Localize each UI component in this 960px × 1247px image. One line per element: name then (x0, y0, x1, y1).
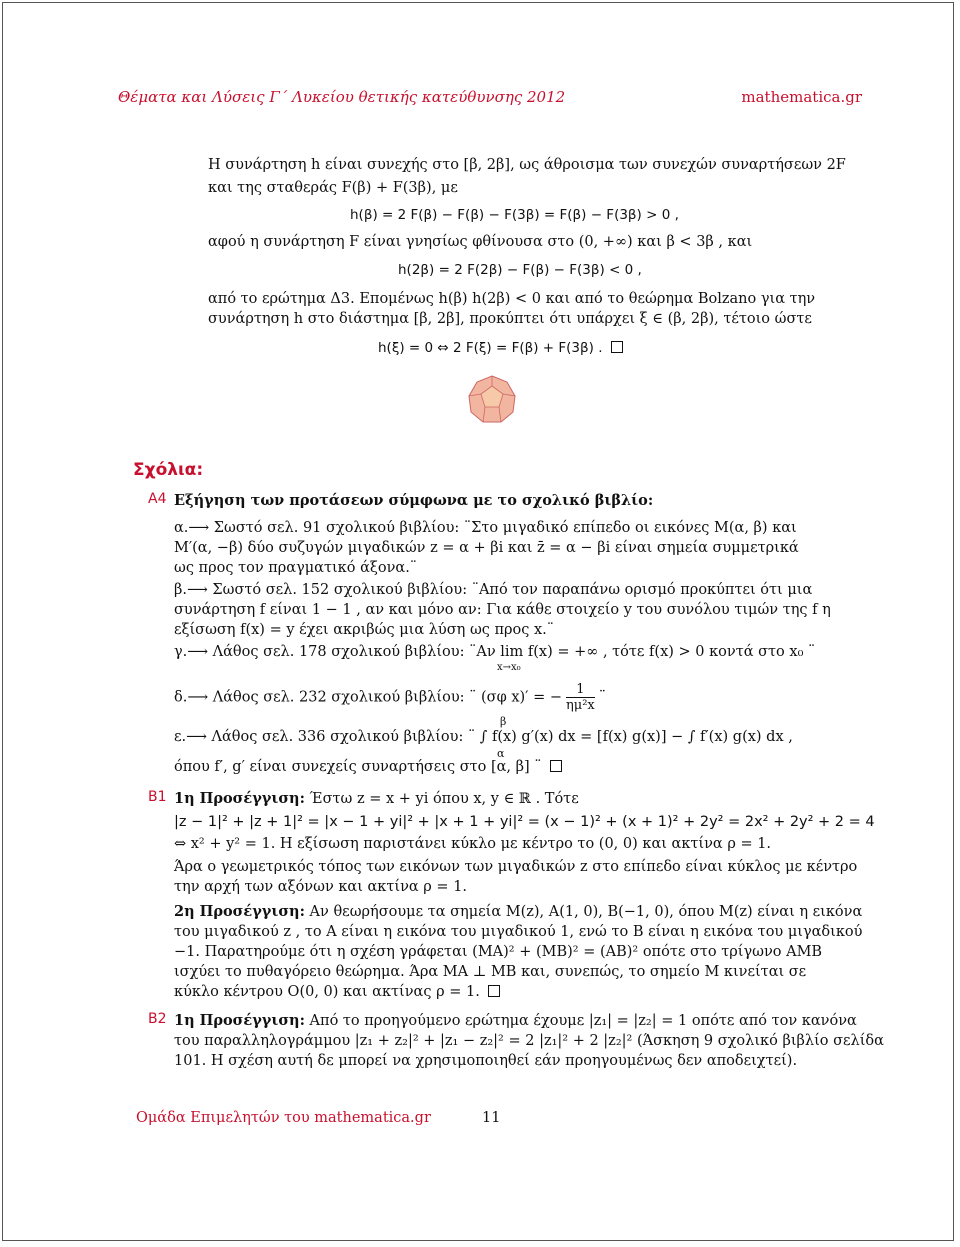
header-title: Θέματα και Λύσεις Γ΄ Λυκείου θετικής κατεύθυνσης 2012 (118, 88, 566, 106)
item-a-line-2: M′(α, −β) δύο συζυγών μιγαδικών z = α + βi και z̄ = α − βi είναι σημεία συμμετρικά (174, 540, 799, 556)
b2-approach-1-text: Από το προηγούμενο ερώτημα έχουμε |z₁| = |z₂| = 1 οπότε από τον κανόνα (304, 1013, 857, 1029)
b2-approach-1-title: 1η Προσέγγιση: (174, 1012, 305, 1029)
proof-line-3: αφού η συνάρτηση F είναι γνησίως φθίνουσα στο (0, +∞) και β < 3β , και (208, 234, 753, 250)
b1-approach-2-title: 2η Προσέγγιση: (174, 903, 305, 920)
b2-line-1 (174, 1011, 857, 1031)
comments-heading: Σχόλια: (133, 460, 204, 480)
equation-bolzano-result: h(ξ) = 0 ⇔ 2 F(ξ) = F(β) + F(3β) . (378, 338, 623, 358)
proof-line-5: συνάρτηση h στο διάστημα [β, 2β], προκύπτει ότι υπάρχει ξ ∈ (β, 2β), τέτοιο ώστε (208, 311, 812, 327)
b1-line-6: του μιγαδικού z , το A είναι η εικόνα του μιγαδικού 1, ενώ το B είναι η εικόνα του μιγαδικού (174, 924, 863, 940)
fraction (566, 682, 595, 713)
b2-label: B2 (148, 1011, 167, 1027)
fraction-numerator: 1 (566, 682, 595, 698)
equation-h-2beta: h(2β) = 2 F(2β) − F(β) − F(3β) < 0 , (398, 262, 642, 278)
proof-line-1: Η συνάρτηση h είναι συνεχής στο [β, 2β], ως άθροισμα των συνεχών συναρτήσεων 2F (208, 157, 846, 173)
item-b-line-1: β.⟶ Σωστό σελ. 152 σχολικού βιβλίου: ¨Από τον παραπάνω ορισμό προκύπτει ότι μια (174, 582, 813, 598)
b1-line-7: −1. Παρατηρούμε ότι η σχέση γράφεται (MA)² + (MB)² = (AB)² οπότε στο τρίγωνο AMB (174, 944, 823, 960)
item-b-line-3: εξίσωση f(x) = y έχει ακριβώς μια λύση ως προς x.¨ (174, 622, 555, 638)
item-d-line (174, 682, 606, 713)
b1-line-8: ισχύει το πυθαγόρειο θεώρημα. Άρα MA ⊥ MB και, συνεπώς, το σημείο M κινείται σε (174, 964, 807, 980)
item-a-line-1: α.⟶ Σωστό σελ. 91 σχολικού βιβλίου: ¨Στο μιγαδικό επίπεδο οι εικόνες M(α, β) και (174, 520, 797, 536)
closing-quote: ¨ (598, 689, 607, 706)
b1-equation-1: |z − 1|² + |z + 1|² = |x − 1 + yi|² + |x + 1 + yi|² = (x − 1)² + (x + 1)² + 2y² = 2x² + 2y² + 2 = 4 (174, 814, 875, 830)
item-e-line-2 (174, 757, 562, 777)
b1-line-4: την αρχή των αξόνων και ακτίνα ρ = 1. (174, 879, 468, 895)
b1-approach-1-text: Έστω z = x + yi όπου x, y ∈ ℝ . Τότε (304, 791, 579, 807)
qed-square-icon (488, 985, 500, 997)
integral-upper-limit: β (500, 715, 507, 728)
b1-equation-2: ⇔ x² + y² = 1. Η εξίσωση παριστάνει κύκλο με κέντρο το (0, 0) και ακτίνα ρ = 1. (174, 836, 772, 852)
b1-line-1 (174, 789, 579, 809)
item-c-line: γ.⟶ Λάθος σελ. 178 σχολικού βιβλίου: ¨Αν lim f(x) = +∞ , τότε f(x) > 0 κοντά στο x₀ ¨ (174, 644, 816, 660)
fraction-denominator: ημ²x (565, 698, 595, 713)
item-a-line-3: ως προς τον πραγματικό άξονα.¨ (174, 560, 418, 576)
a4-title: Εξήγηση των προτάσεων σύμφωνα με το σχολικό βιβλίο: (174, 492, 654, 509)
qed-square-icon (550, 760, 562, 772)
b1-label: B1 (148, 789, 167, 805)
footer-team: Ομάδα Επιμελητών του mathematica.gr (136, 1110, 431, 1126)
b1-line-5 (174, 902, 862, 922)
qed-square-icon (611, 341, 623, 353)
b1-approach-2-text: Αν θεωρήσουμε τα σημεία M(z), A(1, 0), B(−1, 0), όπου M(z) είναι η εικόνα (304, 904, 863, 920)
item-d-text: δ.⟶ Λάθος σελ. 232 σχολικού βιβλίου: ¨ (σφ x)′ = − (174, 689, 562, 706)
dodecahedron-ornament-icon (467, 374, 517, 424)
proof-line-4: από το ερώτημα Δ3. Επομένως h(β) h(2β) < 0 και από το θεώρημα Bolzano για την (208, 291, 816, 307)
item-b-line-2: συνάρτηση f είναι 1 − 1 , αν και μόνο αν: Για κάθε στοιχείο y του συνόλου τιμών της f η (174, 602, 831, 618)
b2-line-3: 101. Η σχέση αυτή δε μπορεί να χρησιμοποιηθεί εάν προηγουμένως δεν αποδειχτεί). (174, 1053, 798, 1069)
b1-line-9-text: κύκλο κέντρου O(0, 0) και ακτίνας ρ = 1. (174, 984, 480, 1000)
proof-line-2: και της σταθεράς F(β) + F(3β), με (208, 180, 458, 196)
integral-lower-limit: α (497, 747, 505, 760)
b1-approach-1-title: 1η Προσέγγιση: (174, 790, 305, 807)
b2-line-2: του παραλληλογράμμου |z₁ + z₂|² + |z₁ − z₂|² = 2 |z₁|² + 2 |z₂|² (Άσκηση 9 σχολικό βιβλίο σελίδα (174, 1033, 884, 1049)
a4-label: A4 (148, 491, 167, 507)
b1-line-3: Άρα ο γεωμετρικός τόπος των εικόνων των μιγαδικών z στο επίπεδο είναι κύκλος με κέντρο (174, 859, 858, 875)
item-e-text: όπου f′, g′ είναι συνεχείς συναρτήσεις στο [α, β] ¨ (174, 759, 542, 775)
header-site: mathematica.gr (741, 88, 862, 106)
equation-h-beta: h(β) = 2 F(β) − F(β) − F(3β) = F(β) − F(3β) > 0 , (350, 207, 679, 223)
limit-subscript: x→x₀ (497, 662, 521, 673)
b1-line-9 (174, 982, 500, 1002)
page-number: 11 (482, 1110, 501, 1126)
item-e-line: ε.⟶ Λάθος σελ. 336 σχολικού βιβλίου: ¨ ∫ f(x) g′(x) dx = [f(x) g(x)] − ∫ f′(x) g(x) dx , (174, 729, 793, 745)
